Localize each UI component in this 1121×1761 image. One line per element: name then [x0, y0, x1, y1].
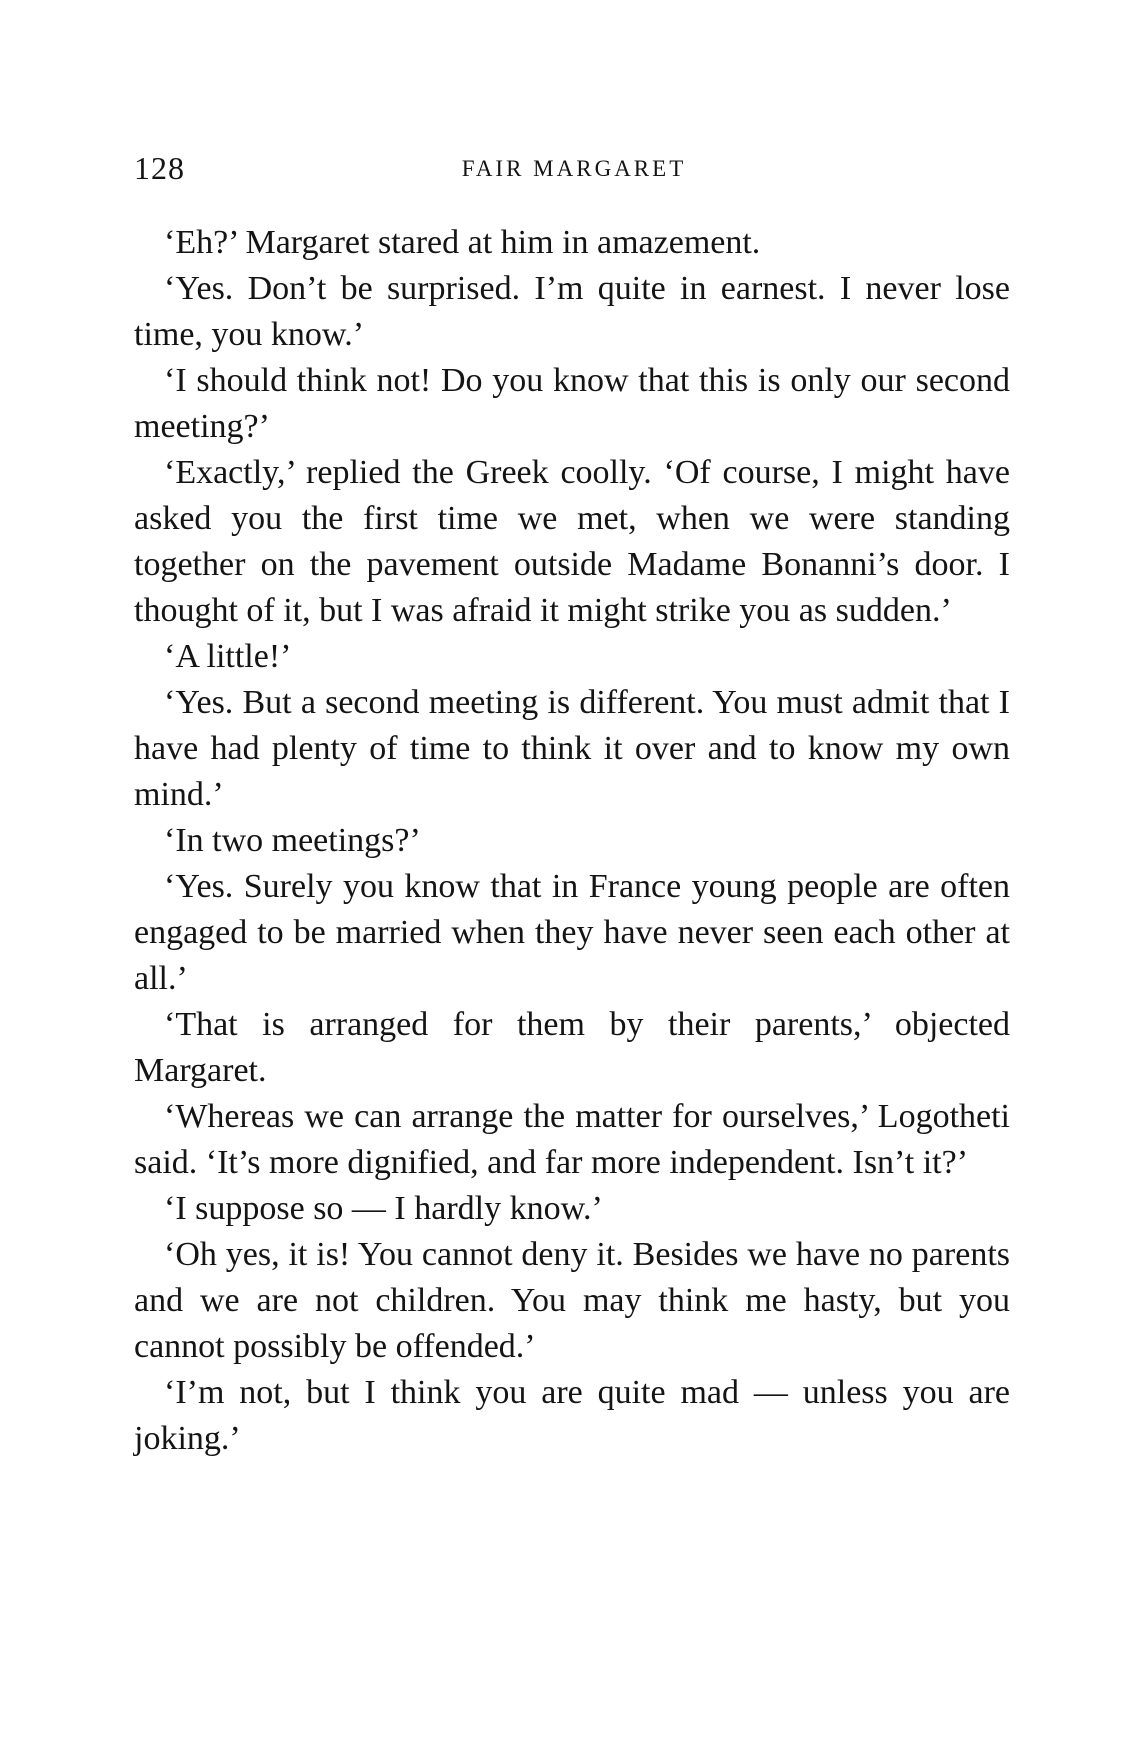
page-number: 128 — [134, 150, 185, 186]
running-title: FAIR MARGARET — [461, 156, 687, 181]
paragraph: ‘Exactly,’ replied the Greek coolly. ‘Of course, I might have asked you the first time we met, when we were standing together on the pavement outside Madame Bonanni’s door. I thought of it, but I was afraid it might strike you as sudden.’ — [134, 454, 1010, 629]
paragraph: ‘I’m not, but I think you are quite mad — unless you are joking.’ — [134, 1374, 1010, 1457]
paragraph: ‘Oh yes, it is! You cannot deny it. Besides we have no parents and we are not children. You may think me hasty, but you cannot possibly be offended.’ — [134, 1236, 1010, 1365]
paragraph: ‘Whereas we can arrange the matter for ourselves,’ Logotheti said. ‘It’s more dignified, and far more independent. Isn’t it?’ — [134, 1098, 1010, 1181]
paragraph: ‘A little!’ — [164, 638, 292, 675]
running-head — [134, 148, 1014, 188]
paragraph: ‘Yes. Don’t be surprised. I’m quite in earnest. I never lose time, you know.’ — [134, 270, 1010, 353]
paragraph: ‘That is arranged for them by their parents,’ objected Margaret. — [134, 1006, 1010, 1089]
paragraph: ‘In two meetings?’ — [164, 822, 421, 859]
paragraph: ‘Eh?’ Margaret stared at him in amazement. — [164, 224, 761, 261]
paragraph: ‘I suppose so — I hardly know.’ — [164, 1190, 603, 1227]
paragraph: ‘I should think not! Do you know that this is only our second meeting?’ — [134, 362, 1010, 445]
paragraph: ‘Yes. But a second meeting is different. You must admit that I have had plenty of time to think it over and to know my own mind.’ — [134, 684, 1010, 813]
paragraph: ‘Yes. Surely you know that in France young people are often engaged to be married when they have never seen each other at all.’ — [134, 868, 1010, 997]
body-text — [134, 220, 1010, 1462]
